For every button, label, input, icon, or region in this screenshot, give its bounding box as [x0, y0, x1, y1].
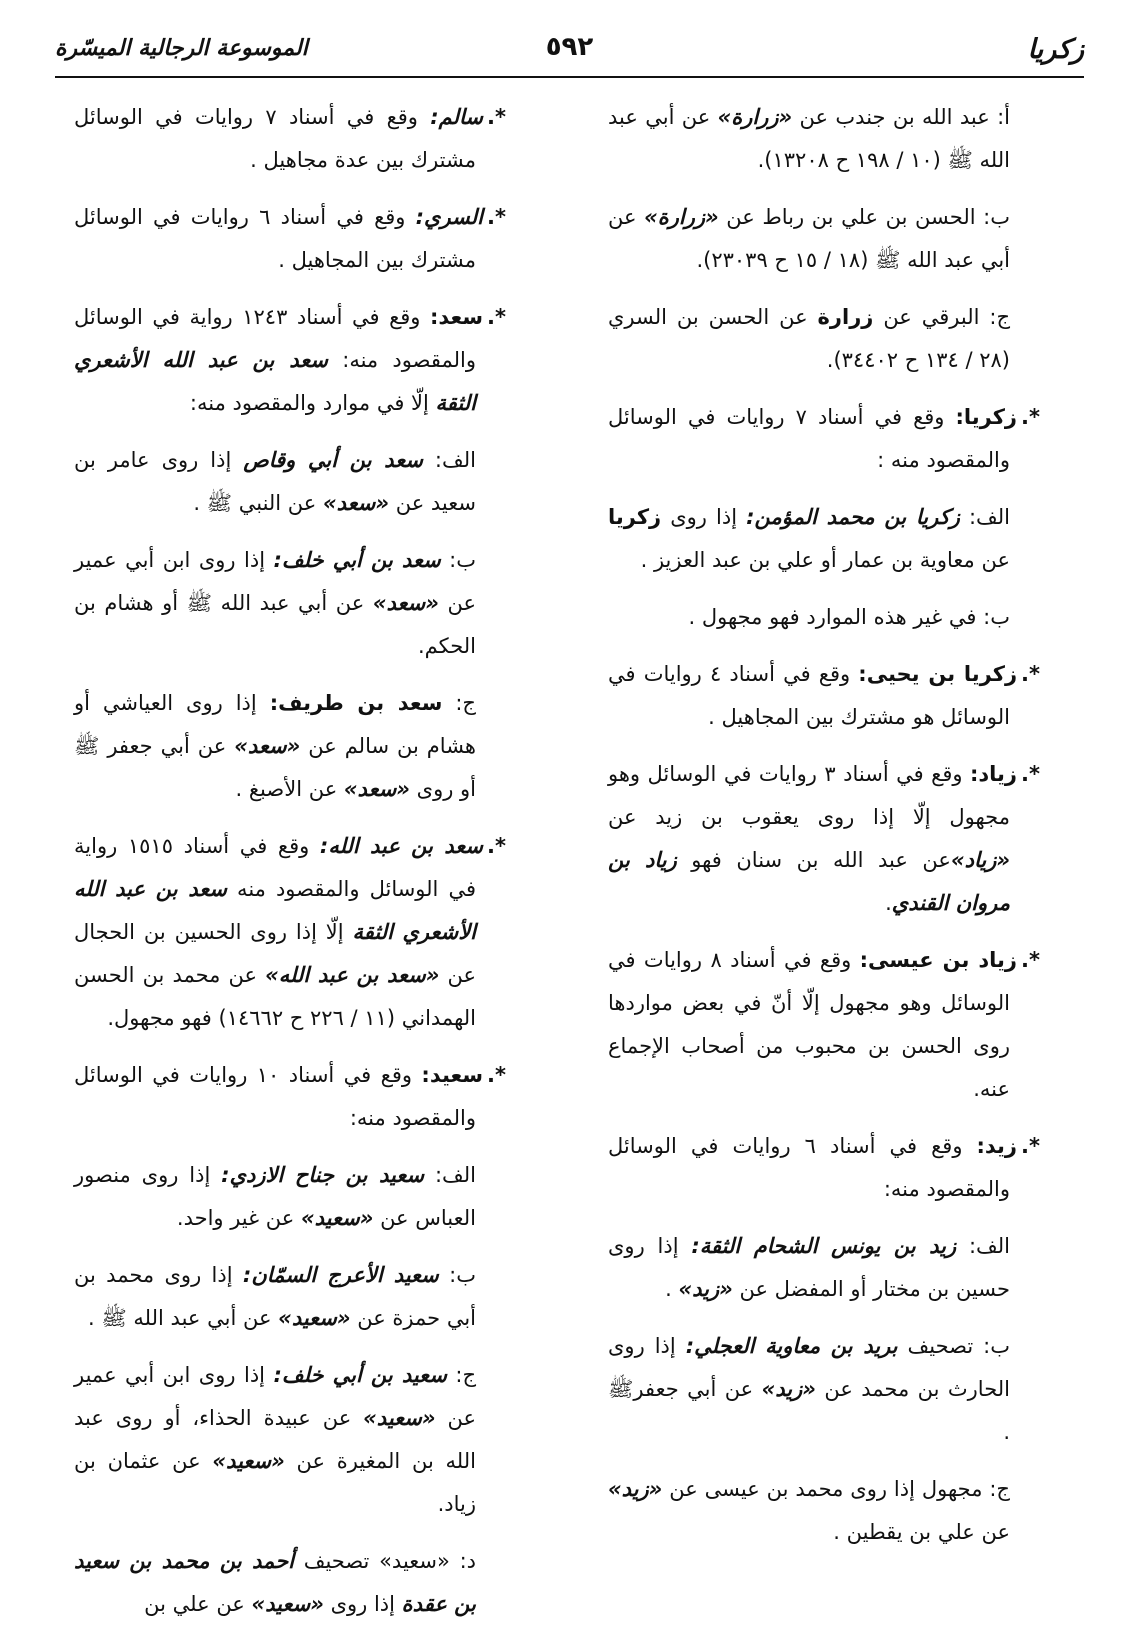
entry-text: عن الحسن بن السري (٢٨ / ١٣٤ ح ٣٤٤٠٢).: [608, 305, 1010, 372]
entry-paragraph: [74, 96, 506, 182]
entry-text: .: [665, 1277, 679, 1301]
emphasized-name: زكريا بن محمد المؤمن:: [746, 505, 960, 529]
entry-paragraph: [74, 196, 506, 282]
entry-paragraph: [608, 653, 1040, 739]
entry-text: إذا روى الحارث بن محمد عن: [608, 1334, 1010, 1401]
entry-marker: *.: [487, 105, 506, 129]
emphasized-name: «زرارة»: [644, 205, 719, 229]
entry-text: إذا روى العياشي أو هشام بن سالم عن: [74, 691, 477, 758]
entry-text: وقع في أسناد ٧ روايات في الوسائل والمقصود منه :: [608, 405, 1010, 472]
entry-text: إذا روى عامر بن سعيد عن: [74, 448, 476, 515]
emphasized-name: زيد:: [976, 1134, 1018, 1158]
entry-marker: *.: [487, 205, 506, 229]
entry-text: إلّا إذا روى الحسين بن الحجال عن: [74, 920, 476, 987]
emphasized-name: «سعيد»: [363, 1406, 436, 1430]
sub-entry-paragraph: [608, 296, 1040, 382]
emphasized-name: «سعد»: [234, 734, 301, 758]
entry-text: وقع في أسناد ٨ روايات في الوسائل وهو مجهول إلّا أنّ في بعض مواردها روى الحسن بن محبوب من أصحاب الإجماع عنه.: [608, 948, 1010, 1101]
emphasized-name: بريد بن معاوية العجلي:: [685, 1334, 898, 1358]
emphasized-name: سعد بن عبد الله الأشعري الثقة: [74, 348, 476, 415]
emphasized-name: أحمد بن محمد بن سعيد بن عقدة: [74, 1549, 476, 1616]
entry-text: إذا روى محمد بن أبي حمزة عن: [74, 1263, 476, 1330]
entry-text: عن النبي ﷺ .: [193, 491, 323, 515]
entry-text: عن أبي جعفر ﷺ أو روى: [74, 734, 476, 801]
entry-text: عن عثمان بن زياد.: [74, 1449, 476, 1516]
emphasized-name: زرارة: [817, 305, 874, 329]
entry-text: ب: في غير هذه الموارد فهو مجهول .: [688, 605, 1010, 629]
entry-text: إذا روى حسين بن مختار أو المفضل عن: [608, 1234, 1010, 1301]
entry-text: وقع في أسناد ٤ روايات في الوسائل هو مشترك بين المجاهيل .: [608, 662, 1010, 729]
emphasized-name: «سعد»: [372, 591, 439, 615]
emphasized-name: السري:: [415, 205, 484, 229]
entry-text: عن محمد بن الحسن الهمداني (١١ / ٢٢٦ ح ١٤٦٦٢) فهو مجهول.: [74, 963, 476, 1030]
emphasized-name: سعد بن عبد الله:: [319, 834, 484, 858]
entry-text: عن أبي عبد الله ﷺ (١٨ / ١٥ ح ٢٣٠٣٩).: [608, 205, 1010, 272]
entry-marker: *.: [1021, 762, 1040, 786]
entry-marker: *.: [1021, 948, 1040, 972]
entry-paragraph: [74, 825, 506, 1040]
emphasized-name: زكريا:: [955, 405, 1018, 429]
emphasized-name: زياد بن عيسى:: [859, 948, 1018, 972]
emphasized-name: «سعيد»: [278, 1306, 351, 1330]
entry-text: ج: البرقي عن: [873, 305, 1011, 329]
entry-text: الف:: [959, 505, 1010, 529]
entry-text: ب: تصحيف: [897, 1334, 1011, 1358]
running-title: زكريا: [1027, 34, 1084, 65]
sub-entry-paragraph: [74, 539, 506, 668]
entry-text: إذا روى منصور العباس عن: [74, 1163, 476, 1230]
sub-entry-paragraph: [74, 1254, 506, 1340]
entry-text: وقع في أسناد ٣ روايات في الوسائل وهو مجهول إلّا إذا روى يعقوب بن زيد عن: [608, 762, 1010, 829]
entry-text: ب: الحسن بن علي بن رباط عن: [718, 205, 1010, 229]
emphasized-name: «سعد»: [323, 491, 390, 515]
entry-marker: *.: [487, 1063, 506, 1087]
entry-text: وقع في أسناد ١٥١٥ رواية في الوسائل والمقصود منه: [74, 834, 476, 901]
emphasized-name: سعيد بن أبي خلف:: [273, 1363, 447, 1387]
entry-text: عن أبي جعفرﷺ .: [608, 1377, 1010, 1444]
entry-text: عن علي بن يقطين .: [833, 1520, 1010, 1544]
entry-text: عن علي بن: [144, 1592, 252, 1616]
entry-text: إذا روى ابن أبي عمير عن: [74, 1363, 476, 1430]
entry-text: إذا روى: [661, 505, 747, 529]
book-title: الموسوعة الرجالية الميسّرة: [55, 36, 308, 61]
emphasized-name: سالم:: [430, 105, 484, 129]
emphasized-name: «سعد»: [343, 777, 410, 801]
emphasized-name: زياد بن مروان القندي: [608, 848, 1010, 915]
entry-paragraph: [608, 939, 1040, 1111]
sub-entry-paragraph: [608, 96, 1040, 182]
sub-entry-paragraph: [608, 196, 1040, 282]
entry-text: د: «سعيد» تصحيف: [294, 1549, 476, 1573]
emphasized-name: زيد بن يونس الشحام الثقة:: [691, 1234, 957, 1258]
emphasized-name: «زيد»: [678, 1277, 733, 1301]
entry-text: وقع في أسناد ٦ روايات في الوسائل مشترك بين المجاهيل .: [74, 205, 476, 272]
page-header: [55, 28, 1084, 78]
entry-text: وقع في أسناد ١٠ روايات في الوسائل والمقصود منه:: [74, 1063, 476, 1130]
entry-marker: *.: [1021, 662, 1040, 686]
entry-paragraph: [608, 753, 1040, 925]
sub-entry-paragraph: [608, 496, 1040, 582]
sub-entry-paragraph: [74, 439, 506, 525]
emphasized-name: «زرارة»: [717, 105, 793, 129]
emphasized-name: سعد:: [429, 305, 484, 329]
entry-text: ب:: [438, 1263, 476, 1287]
emphasized-name: سعيد بن جناح الازدي:: [221, 1163, 425, 1187]
entry-text: ج:: [442, 691, 476, 715]
emphasized-name: سعد بن أبي وقاص: [243, 448, 423, 472]
entry-text: الف:: [422, 448, 476, 472]
entry-text: وقع في أسناد ٦ روايات في الوسائل والمقصود منه:: [608, 1134, 1010, 1201]
entry-text: عن أبي عبد الله ﷺ أو هشام بن الحكم.: [74, 591, 476, 658]
sub-entry-paragraph: [608, 1325, 1040, 1454]
sub-entry-paragraph: [74, 1154, 506, 1240]
entry-text: عن غير واحد.: [176, 1206, 301, 1230]
entry-marker: *.: [487, 305, 506, 329]
emphasized-name: «سعيد»: [251, 1592, 324, 1616]
entry-marker: *.: [1021, 405, 1040, 429]
emphasized-name: زياد:: [969, 762, 1018, 786]
sub-entry-paragraph: [74, 682, 506, 811]
entry-text: أ: عبد الله بن جندب عن: [792, 105, 1010, 129]
entry-text: عن الأصبغ .: [235, 777, 344, 801]
emphasized-name: سعد بن أبي خلف:: [273, 548, 441, 572]
emphasized-name: «زياد»: [950, 848, 1010, 872]
emphasized-name: «زيد»: [608, 1477, 663, 1501]
emphasized-name: زكريا: [608, 505, 662, 529]
right-column: [608, 96, 1040, 1568]
sub-entry-paragraph: [608, 1225, 1040, 1311]
emphasized-name: «سعيد»: [212, 1449, 285, 1473]
emphasized-name: زكريا بن يحيى:: [858, 662, 1018, 686]
entry-marker: *.: [1021, 1134, 1040, 1158]
entry-text: عن أبي عبد الله ﷺ (١٠ / ١٩٨ ح ١٣٢٠٨).: [608, 105, 1010, 172]
emphasized-name: سعيد الأعرج السمّان:: [242, 1263, 439, 1287]
emphasized-name: سعيد:: [421, 1063, 484, 1087]
entry-text: وقع في أسناد ١٢٤٣ رواية في الوسائل والمقصود منه:: [74, 305, 476, 372]
emphasized-name: «سعيد»: [301, 1206, 374, 1230]
entry-paragraph: [608, 1125, 1040, 1211]
entry-text: عن عبيدة الحذاء، أو روى عبد الله بن المغيرة عن: [74, 1406, 476, 1473]
emphasized-name: «زيد»: [761, 1377, 816, 1401]
entry-text: إذا روى: [323, 1592, 402, 1616]
entry-text: الف:: [956, 1234, 1011, 1258]
entry-text: عن أبي عبد الله ﷺ .: [88, 1306, 279, 1330]
entry-text: عن عبد الله بن سنان فهو: [676, 848, 951, 872]
entry-text: .: [885, 891, 892, 915]
entry-text: الف:: [424, 1163, 476, 1187]
entry-paragraph: [74, 1054, 506, 1140]
entry-text: ب:: [440, 548, 477, 572]
entry-paragraph: [74, 296, 506, 425]
entry-marker: *.: [487, 834, 506, 858]
entry-text: إلّا في موارد والمقصود منه:: [189, 391, 436, 415]
entry-text: ج:: [446, 1363, 477, 1387]
entry-paragraph: [608, 396, 1040, 482]
emphasized-name: سعد بن طريف:: [269, 691, 443, 715]
entry-text: وقع في أسناد ٧ روايات في الوسائل مشترك بين عدة مجاهيل .: [74, 105, 476, 172]
entry-text: إذا روى ابن أبي عمير عن: [74, 548, 476, 615]
left-column: [74, 96, 506, 1640]
entry-text: عن معاوية بن عمار أو علي بن عبد العزيز .: [640, 548, 1010, 572]
emphasized-name: سعد بن عبد الله الأشعري الثقة: [74, 877, 477, 944]
emphasized-name: «سعد بن عبد الله»: [265, 963, 440, 987]
sub-entry-paragraph: [608, 1468, 1040, 1554]
sub-entry-paragraph: [608, 596, 1040, 639]
page-number: ٥٩٢: [545, 32, 594, 62]
sub-entry-paragraph: [74, 1540, 506, 1626]
entry-text: ج: مجهول إذا روى محمد بن عيسى عن: [662, 1477, 1010, 1501]
sub-entry-paragraph: [74, 1354, 506, 1526]
